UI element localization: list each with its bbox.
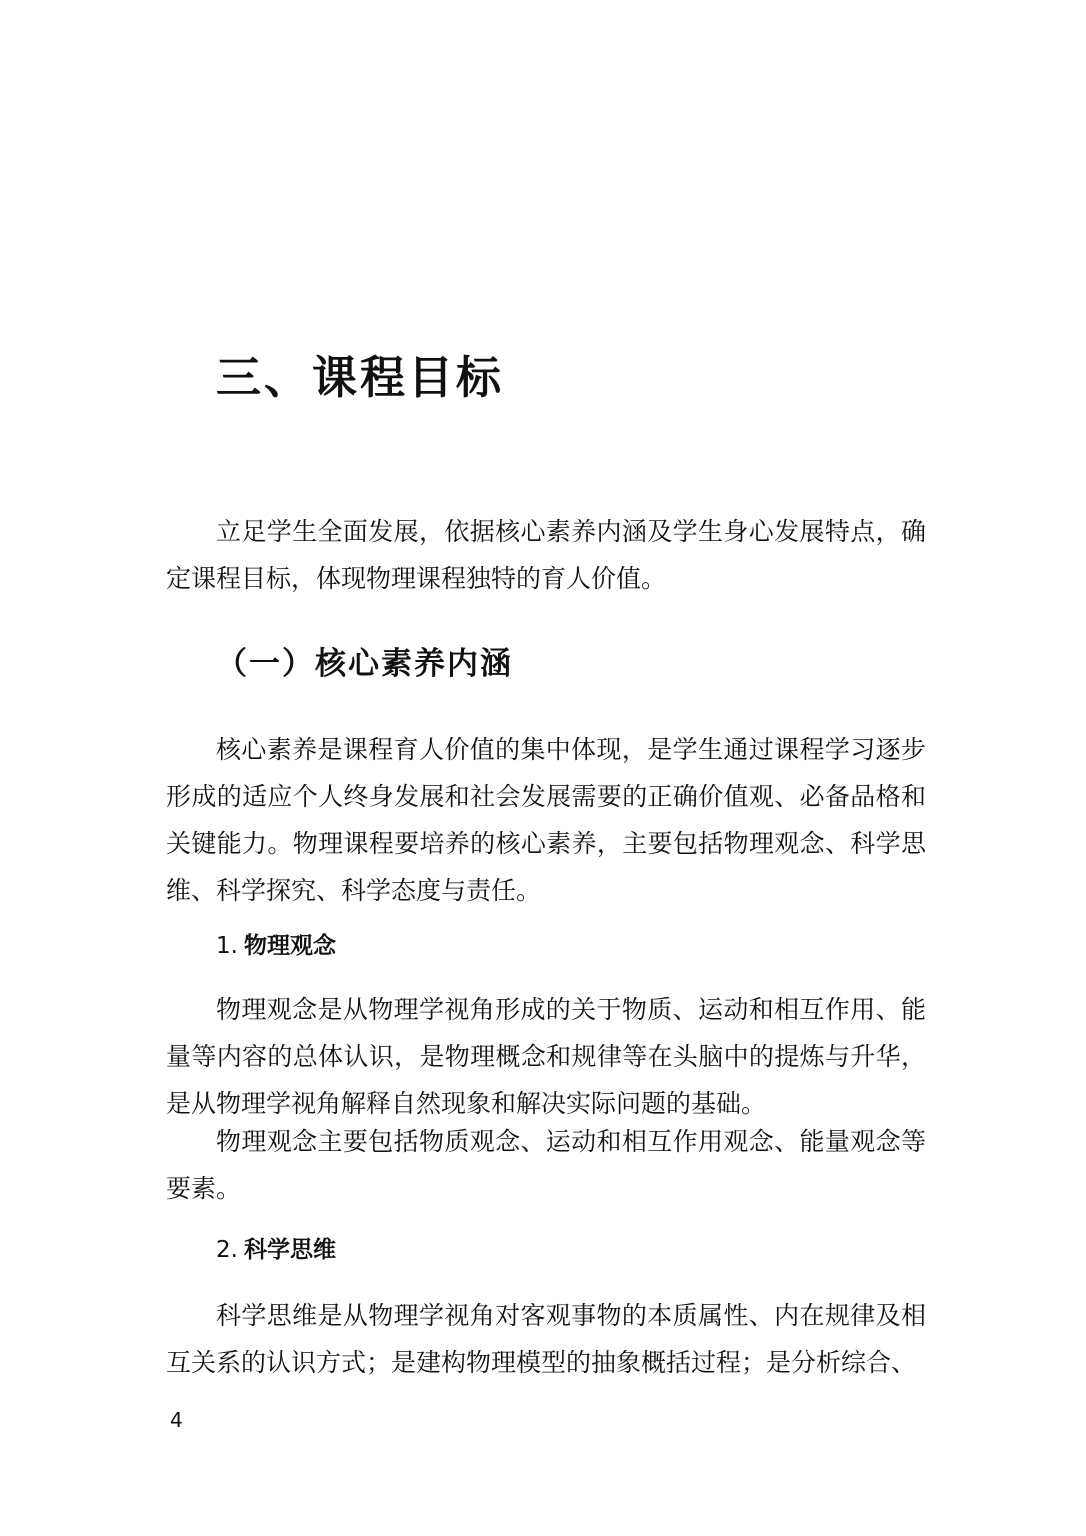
subheading-text: 物理观念 [243, 933, 336, 959]
intro-line-1: 立足学生全面发展，依据核心素养内涵及学生身心发展特点，确 [216, 517, 926, 546]
chapter-title: 三、课程目标 [216, 351, 505, 404]
core-competency-line-3: 关键能力。物理课程要培养的核心素养，主要包括物理观念、科学思 [166, 829, 926, 858]
core-competency-paragraph [166, 726, 926, 914]
subheading-number: 2. [216, 1237, 238, 1263]
physics-concepts-paragraph-1 [166, 986, 926, 1127]
subheading-text: 科学思维 [243, 1237, 336, 1263]
core-competency-line-1: 核心素养是课程育人价值的集中体现，是学生通过课程学习逐步 [216, 735, 926, 764]
subheading-scientific-thinking [216, 1230, 336, 1270]
physics-concepts-p1-line-2: 量等内容的总体认识，是物理概念和规律等在头脑中的提炼与升华， [166, 1042, 926, 1071]
physics-concepts-p1-line-3: 是从物理学视角解释自然现象和解决实际问题的基础。 [166, 1089, 767, 1118]
page-number: 4 [170, 1408, 183, 1432]
physics-concepts-paragraph-2 [166, 1118, 926, 1212]
core-competency-line-4: 维、科学探究、科学态度与责任。 [166, 876, 542, 905]
physics-concepts-p1-line-1: 物理观念是从物理学视角形成的关于物质、运动和相互作用、能 [216, 995, 926, 1024]
scientific-thinking-paragraph [166, 1292, 926, 1386]
scientific-thinking-line-1: 科学思维是从物理学视角对客观事物的本质属性、内在规律及相 [216, 1301, 926, 1330]
scientific-thinking-line-2: 互关系的认识方式；是建构物理模型的抽象概括过程；是分析综合、 [166, 1348, 917, 1377]
intro-paragraph [166, 508, 926, 602]
subheading-physics-concepts [216, 926, 336, 966]
physics-concepts-p2-line-1: 物理观念主要包括物质观念、运动和相互作用观念、能量观念等 [216, 1127, 926, 1156]
section-title: （一）核心素养内涵 [216, 646, 513, 682]
physics-concepts-p2-line-2: 要素。 [166, 1174, 242, 1203]
core-competency-line-2: 形成的适应个人终身发展和社会发展需要的正确价值观、必备品格和 [166, 782, 926, 811]
subheading-number: 1. [216, 933, 238, 959]
intro-line-2: 定课程目标，体现物理课程独特的育人价值。 [166, 564, 667, 593]
